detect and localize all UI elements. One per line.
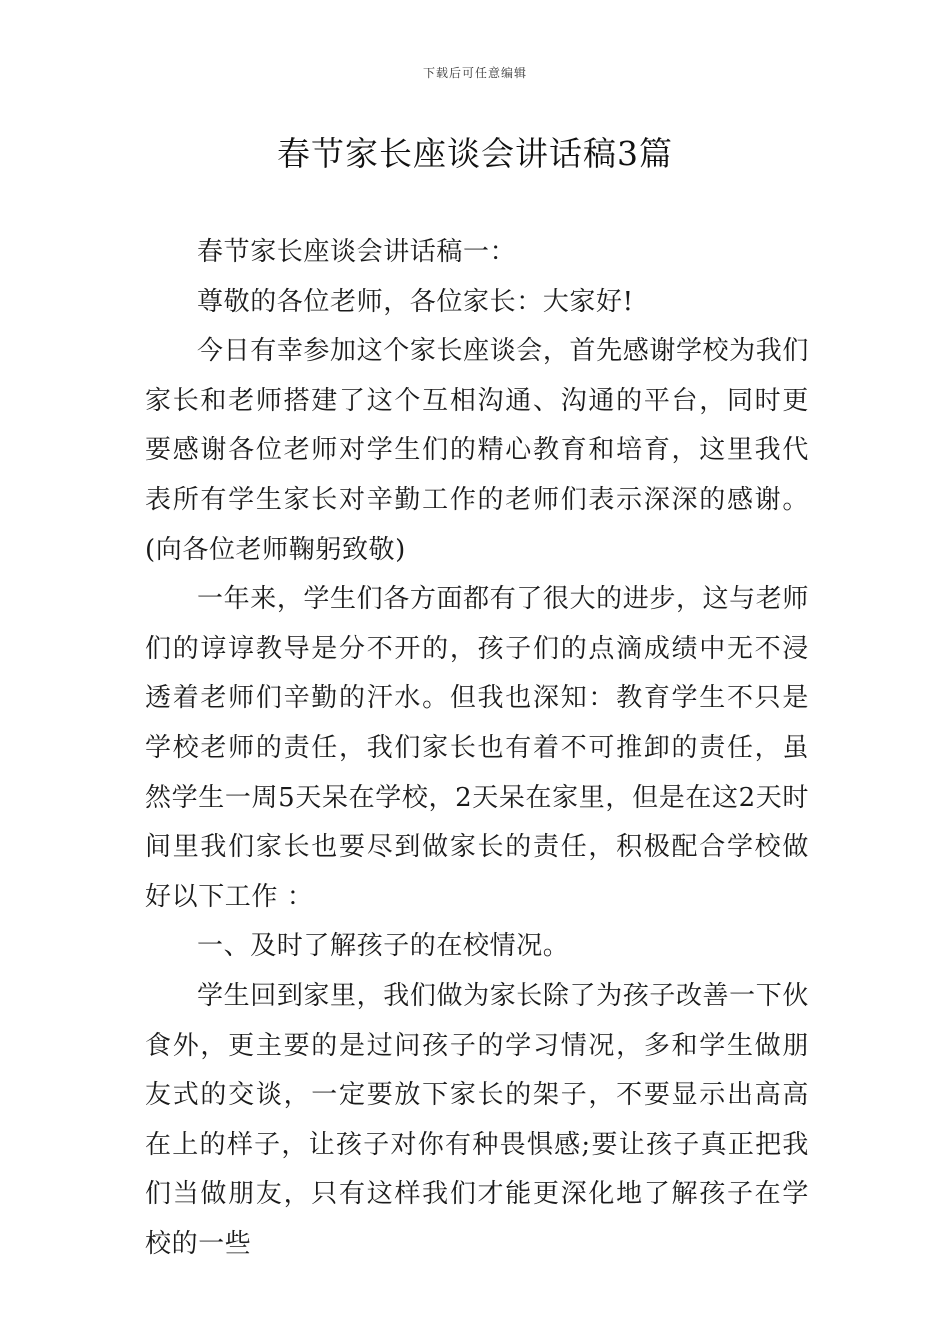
document-title: 春节家长座谈会讲话稿3篇 [277, 134, 673, 173]
header-note: 下载后可任意编辑 [422, 66, 527, 80]
document-body [145, 228, 809, 1269]
paragraph-greeting: 尊敬的各位老师，各位家长：大家好! [197, 286, 634, 317]
paragraph-section-heading: 一、及时了解孩子的在校情况。 [197, 931, 570, 962]
paragraph-speech-heading: 春节家长座谈会讲话稿一： [197, 237, 517, 267]
paragraph-thanks: 今日有幸参加这个家长座谈会，首先感谢学校为我们家长和老师搭建了这个互相沟通、沟通的平台，同时更要感谢各位老师对学生们的精心教育和培育，这里我代表所有学生家长对辛勤工作的老师们表示深深的感谢。(向各位老师鞠躬致敬) [145, 336, 809, 565]
paragraph-home-communication: 学生回到家里，我们做为家长除了为孩子改善一下伙食外，更主要的是过问孩子的学习情况，多和学生做朋友式的交谈，一定要放下家长的架子，不要显示出高高在上的样子，让孩子对你有种畏惧感;要让孩子真正把我们当做朋友，只有这样我们才能更深化地了解孩子在学校的一些 [145, 980, 809, 1259]
paragraph-progress: 一年来，学生们各方面都有了很大的进步，这与老师们的谆谆教导是分不开的，孩子们的点滴成绩中无不浸透着老师们辛勤的汗水。但我也深知：教育学生不只是学校老师的责任，我们家长也有着不可推卸的责任，虽然学生一周5天呆在学校，2天呆在家里，但是在这2天时间里我们家长也要尽到做家长的责任，积极配合学校做好以下工作 ： [145, 584, 809, 912]
